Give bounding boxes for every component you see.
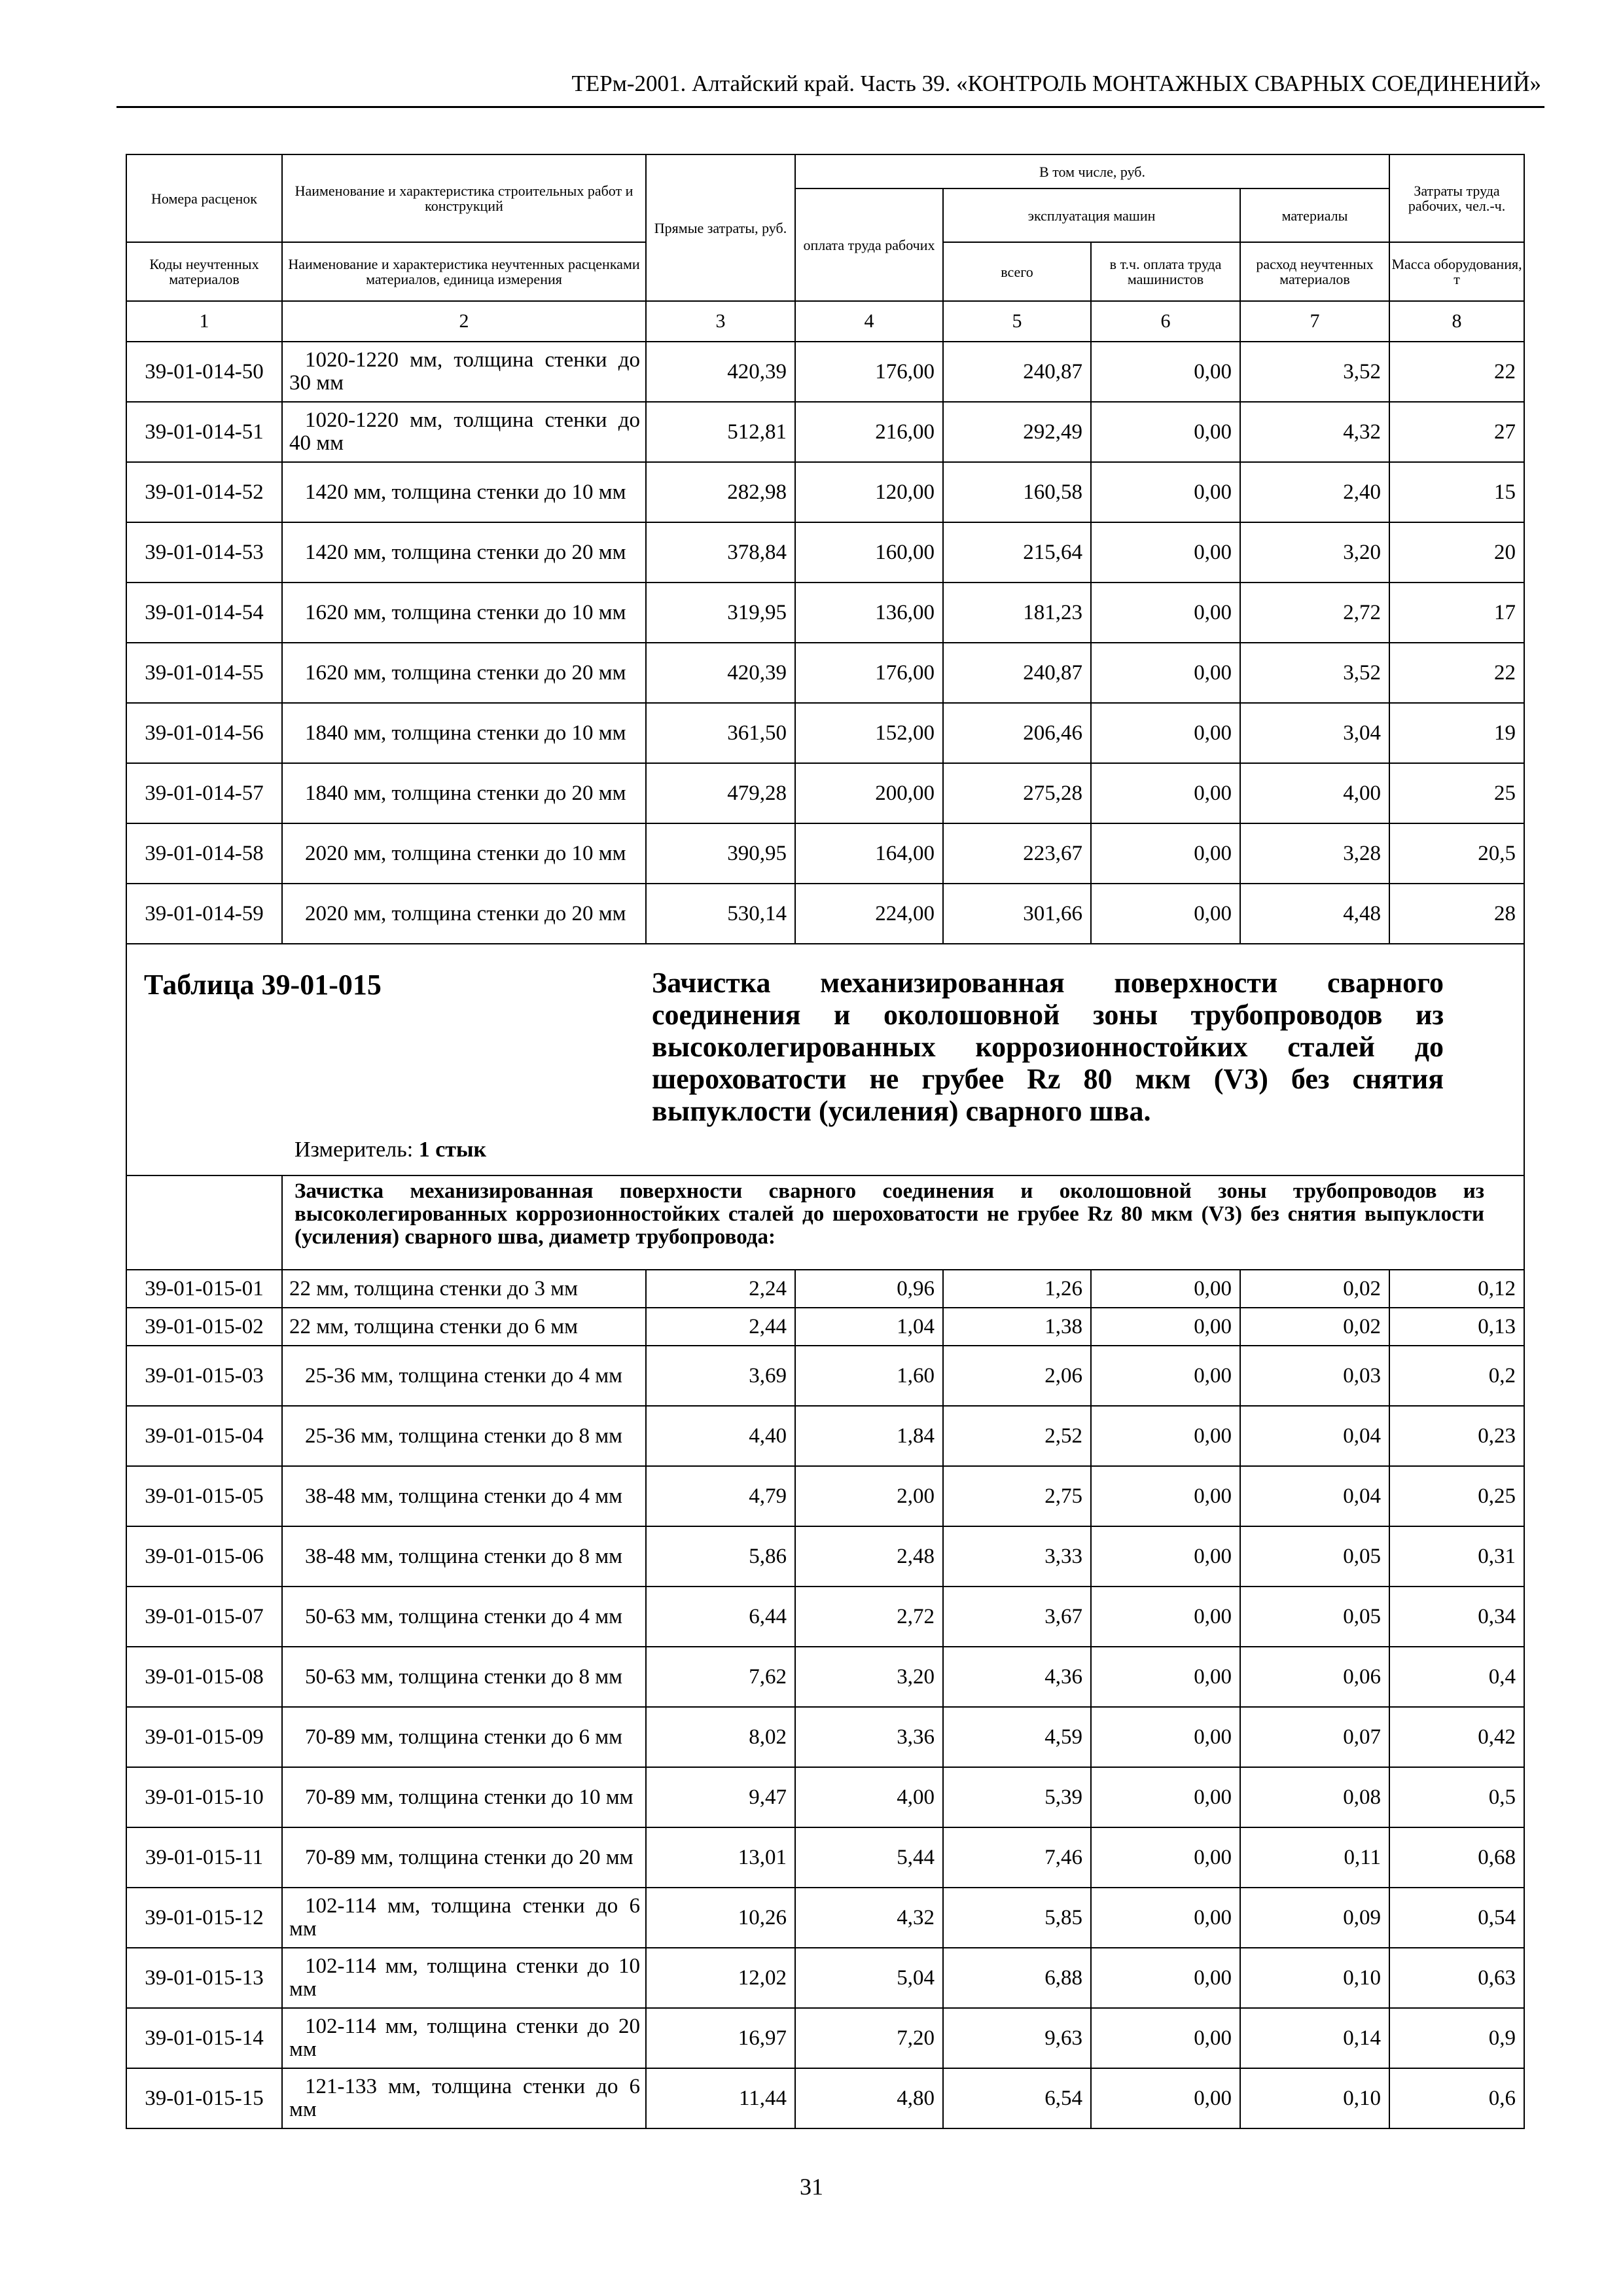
rate-code: 39-01-015-03	[126, 1346, 282, 1406]
work-description: 102-114 мм, толщина стенки до 20 мм	[282, 2008, 646, 2068]
materials-value: 0,11	[1240, 1827, 1389, 1888]
work-description: 22 мм, толщина стенки до 6 мм	[282, 1308, 646, 1346]
running-header: ТЕРм-2001. Алтайский край. Часть 39. «КОНТРОЛЬ МОНТАЖНЫХ СВАРНЫХ СОЕДИНЕНИЙ»	[571, 71, 1541, 96]
operators-pay-value: 0,00	[1091, 1346, 1240, 1406]
materials-value: 0,04	[1240, 1406, 1389, 1466]
work-description: 50-63 мм, толщина стенки до 4 мм	[282, 1587, 646, 1647]
machines-total-value: 3,67	[943, 1587, 1091, 1647]
rate-code: 39-01-015-11	[126, 1827, 282, 1888]
column-number: 8	[1389, 301, 1524, 342]
header-work-name: Наименование и характеристика строительных работ и конструкций	[282, 154, 646, 242]
rate-code: 39-01-014-54	[126, 583, 282, 643]
machines-total-value: 181,23	[943, 583, 1091, 643]
labor-pay-value: 136,00	[795, 583, 943, 643]
rate-code: 39-01-015-14	[126, 2008, 282, 2068]
unit-of-measure	[294, 1138, 486, 1162]
labor-costs-value: 20,5	[1389, 823, 1524, 884]
labor-costs-value: 0,25	[1389, 1466, 1524, 1526]
table-row	[126, 1647, 1524, 1707]
materials-value: 0,02	[1240, 1270, 1389, 1308]
rate-code: 39-01-014-52	[126, 462, 282, 522]
table-row	[126, 1827, 1524, 1888]
rate-code: 39-01-015-08	[126, 1647, 282, 1707]
materials-value: 3,28	[1240, 823, 1389, 884]
table-row	[126, 522, 1524, 583]
labor-costs-value: 25	[1389, 763, 1524, 823]
operators-pay-value: 0,00	[1091, 1888, 1240, 1948]
operators-pay-value: 0,00	[1091, 1270, 1240, 1308]
work-description: 70-89 мм, толщина стенки до 20 мм	[282, 1827, 646, 1888]
rate-code: 39-01-015-02	[126, 1308, 282, 1346]
table-row	[126, 884, 1524, 944]
labor-costs-value: 17	[1389, 583, 1524, 643]
table-row	[126, 1767, 1524, 1827]
table-row	[126, 583, 1524, 643]
labor-pay-value: 2,00	[795, 1466, 943, 1526]
labor-pay-value: 3,20	[795, 1647, 943, 1707]
work-description: 25-36 мм, толщина стенки до 8 мм	[282, 1406, 646, 1466]
header-labor-costs: Затраты труда рабочих, чел.-ч.	[1389, 154, 1524, 242]
rate-code: 39-01-015-13	[126, 1948, 282, 2008]
machines-total-value: 4,36	[943, 1647, 1091, 1707]
direct-costs-value: 282,98	[646, 462, 795, 522]
table-row	[126, 1270, 1524, 1308]
direct-costs-value: 378,84	[646, 522, 795, 583]
machines-total-value: 5,85	[943, 1888, 1091, 1948]
table-row	[126, 1948, 1524, 2008]
rate-code: 39-01-015-10	[126, 1767, 282, 1827]
rates-table	[126, 154, 1525, 2129]
work-description: 25-36 мм, толщина стенки до 4 мм	[282, 1346, 646, 1406]
rate-code: 39-01-015-12	[126, 1888, 282, 1948]
materials-value: 2,72	[1240, 583, 1389, 643]
labor-costs-value: 0,54	[1389, 1888, 1524, 1948]
labor-pay-value: 152,00	[795, 703, 943, 763]
machines-total-value: 5,39	[943, 1767, 1091, 1827]
header-rate-numbers: Номера расценок	[126, 154, 282, 242]
rate-code: 39-01-014-59	[126, 884, 282, 944]
materials-value: 0,03	[1240, 1346, 1389, 1406]
header-machines-total: всего	[943, 242, 1091, 301]
table-row	[126, 763, 1524, 823]
direct-costs-value: 12,02	[646, 1948, 795, 2008]
direct-costs-value: 479,28	[646, 763, 795, 823]
column-number: 5	[943, 301, 1091, 342]
materials-value: 0,02	[1240, 1308, 1389, 1346]
operators-pay-value: 0,00	[1091, 1466, 1240, 1526]
labor-costs-value: 15	[1389, 462, 1524, 522]
header-equipment-mass: Масса оборудования, т	[1389, 242, 1524, 301]
header-labor-pay: оплата труда рабочих	[795, 188, 943, 301]
table-title-block	[126, 944, 1524, 1175]
rate-code: 39-01-015-06	[126, 1526, 282, 1587]
materials-value: 0,07	[1240, 1707, 1389, 1767]
rate-code: 39-01-014-55	[126, 643, 282, 703]
header-material-usage: расход неучтенных материалов	[1240, 242, 1389, 301]
rate-code: 39-01-015-04	[126, 1406, 282, 1466]
direct-costs-value: 10,26	[646, 1888, 795, 1948]
operators-pay-value: 0,00	[1091, 703, 1240, 763]
machines-total-value: 4,59	[943, 1707, 1091, 1767]
labor-costs-value: 22	[1389, 342, 1524, 402]
machines-total-value: 1,38	[943, 1308, 1091, 1346]
labor-pay-value: 5,44	[795, 1827, 943, 1888]
direct-costs-value: 420,39	[646, 342, 795, 402]
section-heading: Зачистка механизированная поверхности сварного соединения и околошовной зоны трубопроводов из высоколегированных коррозионностойких сталей до шероховатости не грубее Rz 80 мкм (V3) без снятия выпуклости (усиления) сварного шва, диаметр трубопровода:	[282, 1175, 1524, 1270]
work-description: 38-48 мм, толщина стенки до 8 мм	[282, 1526, 646, 1587]
header-operators-pay: в т.ч. оплата труда машинистов	[1091, 242, 1240, 301]
labor-pay-value: 2,72	[795, 1587, 943, 1647]
labor-pay-value: 1,60	[795, 1346, 943, 1406]
table-row	[126, 703, 1524, 763]
labor-costs-value: 22	[1389, 643, 1524, 703]
operators-pay-value: 0,00	[1091, 522, 1240, 583]
machines-total-value: 160,58	[943, 462, 1091, 522]
materials-value: 0,06	[1240, 1647, 1389, 1707]
work-description: 38-48 мм, толщина стенки до 4 мм	[282, 1466, 646, 1526]
labor-costs-value: 0,23	[1389, 1406, 1524, 1466]
rate-code: 39-01-015-05	[126, 1466, 282, 1526]
operators-pay-value: 0,00	[1091, 1767, 1240, 1827]
direct-costs-value: 319,95	[646, 583, 795, 643]
machines-total-value: 2,75	[943, 1466, 1091, 1526]
work-description: 2020 мм, толщина стенки до 10 мм	[282, 823, 646, 884]
labor-pay-value: 120,00	[795, 462, 943, 522]
materials-value: 4,00	[1240, 763, 1389, 823]
table-row	[126, 1587, 1524, 1647]
labor-costs-value: 27	[1389, 402, 1524, 462]
labor-pay-value: 200,00	[795, 763, 943, 823]
operators-pay-value: 0,00	[1091, 583, 1240, 643]
machines-total-value: 206,46	[943, 703, 1091, 763]
labor-pay-value: 164,00	[795, 823, 943, 884]
column-number: 4	[795, 301, 943, 342]
direct-costs-value: 530,14	[646, 884, 795, 944]
materials-value: 0,09	[1240, 1888, 1389, 1948]
labor-costs-value: 0,13	[1389, 1308, 1524, 1346]
machines-total-value: 275,28	[943, 763, 1091, 823]
operators-pay-value: 0,00	[1091, 1587, 1240, 1647]
labor-pay-value: 7,20	[795, 2008, 943, 2068]
labor-pay-value: 1,04	[795, 1308, 943, 1346]
work-description: 102-114 мм, толщина стенки до 10 мм	[282, 1948, 646, 2008]
operators-pay-value: 0,00	[1091, 643, 1240, 703]
work-description: 1020-1220 мм, толщина стенки до 40 мм	[282, 402, 646, 462]
materials-value: 2,40	[1240, 462, 1389, 522]
table-014-rows	[126, 342, 1524, 944]
column-number: 1	[126, 301, 282, 342]
direct-costs-value: 13,01	[646, 1827, 795, 1888]
labor-pay-value: 3,36	[795, 1707, 943, 1767]
labor-pay-value: 216,00	[795, 402, 943, 462]
materials-value: 4,48	[1240, 884, 1389, 944]
column-number: 3	[646, 301, 795, 342]
rate-code: 39-01-014-58	[126, 823, 282, 884]
work-description: 70-89 мм, толщина стенки до 6 мм	[282, 1707, 646, 1767]
rate-code: 39-01-015-09	[126, 1707, 282, 1767]
rate-code: 39-01-014-51	[126, 402, 282, 462]
table-number: Таблица 39-01-015	[144, 969, 382, 1001]
section-code-cell	[126, 1175, 282, 1270]
rate-code: 39-01-014-50	[126, 342, 282, 402]
labor-costs-value: 0,12	[1389, 1270, 1524, 1308]
work-description: 2020 мм, толщина стенки до 20 мм	[282, 884, 646, 944]
operators-pay-value: 0,00	[1091, 1406, 1240, 1466]
labor-pay-value: 4,80	[795, 2068, 943, 2128]
machines-total-value: 292,49	[943, 402, 1091, 462]
table-row	[126, 823, 1524, 884]
header-divider	[116, 106, 1544, 108]
labor-costs-value: 0,2	[1389, 1346, 1524, 1406]
machines-total-value: 240,87	[943, 342, 1091, 402]
rate-code: 39-01-015-01	[126, 1270, 282, 1308]
machines-total-value: 240,87	[943, 643, 1091, 703]
column-number: 7	[1240, 301, 1389, 342]
labor-costs-value: 0,9	[1389, 2008, 1524, 2068]
unit-label: Измеритель:	[294, 1138, 414, 1162]
materials-value: 0,05	[1240, 1526, 1389, 1587]
unit-value: 1 стык	[418, 1138, 487, 1162]
machines-total-value: 301,66	[943, 884, 1091, 944]
work-description: 1620 мм, толщина стенки до 10 мм	[282, 583, 646, 643]
materials-value: 0,05	[1240, 1587, 1389, 1647]
direct-costs-value: 420,39	[646, 643, 795, 703]
machines-total-value: 223,67	[943, 823, 1091, 884]
labor-pay-value: 160,00	[795, 522, 943, 583]
operators-pay-value: 0,00	[1091, 763, 1240, 823]
labor-pay-value: 224,00	[795, 884, 943, 944]
header-machines: эксплуатация машин	[943, 188, 1240, 242]
labor-costs-value: 0,4	[1389, 1647, 1524, 1707]
rate-code: 39-01-014-56	[126, 703, 282, 763]
direct-costs-value: 4,40	[646, 1406, 795, 1466]
labor-costs-value: 0,31	[1389, 1526, 1524, 1587]
labor-costs-value: 0,68	[1389, 1827, 1524, 1888]
work-description: 1420 мм, толщина стенки до 10 мм	[282, 462, 646, 522]
direct-costs-value: 8,02	[646, 1707, 795, 1767]
table-row	[126, 1888, 1524, 1948]
machines-total-value: 6,88	[943, 1948, 1091, 2008]
header-including-group: В том числе, руб.	[795, 154, 1389, 188]
materials-value: 3,52	[1240, 643, 1389, 703]
table-row	[126, 2068, 1524, 2128]
machines-total-value: 1,26	[943, 1270, 1091, 1308]
operators-pay-value: 0,00	[1091, 1948, 1240, 2008]
labor-pay-value: 0,96	[795, 1270, 943, 1308]
operators-pay-value: 0,00	[1091, 2008, 1240, 2068]
machines-total-value: 215,64	[943, 522, 1091, 583]
rates-sheet	[126, 154, 1524, 2129]
direct-costs-value: 512,81	[646, 402, 795, 462]
materials-value: 4,32	[1240, 402, 1389, 462]
work-description: 102-114 мм, толщина стенки до 6 мм	[282, 1888, 646, 1948]
work-description: 1840 мм, толщина стенки до 10 мм	[282, 703, 646, 763]
operators-pay-value: 0,00	[1091, 1647, 1240, 1707]
header-material-names: Наименование и характеристика неучтенных расценками материалов, единица измерения	[282, 242, 646, 301]
operators-pay-value: 0,00	[1091, 1707, 1240, 1767]
labor-costs-value: 28	[1389, 884, 1524, 944]
labor-costs-value: 0,6	[1389, 2068, 1524, 2128]
table-row	[126, 462, 1524, 522]
work-description: 1620 мм, толщина стенки до 20 мм	[282, 643, 646, 703]
work-description: 70-89 мм, толщина стенки до 10 мм	[282, 1767, 646, 1827]
direct-costs-value: 2,24	[646, 1270, 795, 1308]
table-row	[126, 2008, 1524, 2068]
labor-costs-value: 0,42	[1389, 1707, 1524, 1767]
direct-costs-value: 4,79	[646, 1466, 795, 1526]
table-row	[126, 1346, 1524, 1406]
table-row	[126, 342, 1524, 402]
operators-pay-value: 0,00	[1091, 2068, 1240, 2128]
labor-costs-value: 0,63	[1389, 1948, 1524, 2008]
operators-pay-value: 0,00	[1091, 884, 1240, 944]
labor-pay-value: 176,00	[795, 643, 943, 703]
work-description: 1840 мм, толщина стенки до 20 мм	[282, 763, 646, 823]
labor-costs-value: 0,5	[1389, 1767, 1524, 1827]
header-material-codes: Коды неучтенных материалов	[126, 242, 282, 301]
table-row	[126, 402, 1524, 462]
work-description: 121-133 мм, толщина стенки до 6 мм	[282, 2068, 646, 2128]
work-description: 1420 мм, толщина стенки до 20 мм	[282, 522, 646, 583]
header-direct-costs: Прямые затраты, руб.	[646, 154, 795, 301]
machines-total-value: 3,33	[943, 1526, 1091, 1587]
direct-costs-value: 361,50	[646, 703, 795, 763]
work-description: 1020-1220 мм, толщина стенки до 30 мм	[282, 342, 646, 402]
table-row	[126, 643, 1524, 703]
rate-code: 39-01-014-57	[126, 763, 282, 823]
direct-costs-value: 11,44	[646, 2068, 795, 2128]
page-number: 31	[800, 2174, 823, 2200]
rate-code: 39-01-015-15	[126, 2068, 282, 2128]
column-number: 6	[1091, 301, 1240, 342]
direct-costs-value: 2,44	[646, 1308, 795, 1346]
operators-pay-value: 0,00	[1091, 462, 1240, 522]
materials-value: 3,52	[1240, 342, 1389, 402]
table-row	[126, 1308, 1524, 1346]
labor-pay-value: 1,84	[795, 1406, 943, 1466]
labor-pay-value: 176,00	[795, 342, 943, 402]
materials-value: 0,10	[1240, 2068, 1389, 2128]
machines-total-value: 7,46	[943, 1827, 1091, 1888]
table-title: Зачистка механизированная поверхности сварного соединения и околошовной зоны трубопроводов из высоколегированных коррозионностойких сталей до шероховатости не грубее Rz 80 мкм (V3) без снятия выпуклости (усиления) сварного шва.	[652, 967, 1444, 1127]
labor-pay-value: 5,04	[795, 1948, 943, 2008]
direct-costs-value: 16,97	[646, 2008, 795, 2068]
direct-costs-value: 3,69	[646, 1346, 795, 1406]
rate-code: 39-01-015-07	[126, 1587, 282, 1647]
materials-value: 0,10	[1240, 1948, 1389, 2008]
table-row	[126, 1466, 1524, 1526]
machines-total-value: 2,52	[943, 1406, 1091, 1466]
labor-costs-value: 19	[1389, 703, 1524, 763]
rate-code: 39-01-014-53	[126, 522, 282, 583]
column-number: 2	[282, 301, 646, 342]
operators-pay-value: 0,00	[1091, 1827, 1240, 1888]
work-description: 22 мм, толщина стенки до 3 мм	[282, 1270, 646, 1308]
labor-pay-value: 4,32	[795, 1888, 943, 1948]
labor-pay-value: 4,00	[795, 1767, 943, 1827]
operators-pay-value: 0,00	[1091, 1526, 1240, 1587]
materials-value: 0,08	[1240, 1767, 1389, 1827]
table-header	[126, 154, 1524, 342]
labor-pay-value: 2,48	[795, 1526, 943, 1587]
materials-value: 0,14	[1240, 2008, 1389, 2068]
header-materials: материалы	[1240, 188, 1389, 242]
operators-pay-value: 0,00	[1091, 823, 1240, 884]
direct-costs-value: 6,44	[646, 1587, 795, 1647]
table-row	[126, 1526, 1524, 1587]
table-015-rows	[126, 1270, 1524, 2128]
table-015-heading	[126, 944, 1524, 1270]
direct-costs-value: 5,86	[646, 1526, 795, 1587]
materials-value: 3,20	[1240, 522, 1389, 583]
operators-pay-value: 0,00	[1091, 1308, 1240, 1346]
table-row	[126, 1707, 1524, 1767]
machines-total-value: 2,06	[943, 1346, 1091, 1406]
operators-pay-value: 0,00	[1091, 342, 1240, 402]
table-row	[126, 1406, 1524, 1466]
direct-costs-value: 9,47	[646, 1767, 795, 1827]
machines-total-value: 6,54	[943, 2068, 1091, 2128]
materials-value: 0,04	[1240, 1466, 1389, 1526]
materials-value: 3,04	[1240, 703, 1389, 763]
labor-costs-value: 0,34	[1389, 1587, 1524, 1647]
operators-pay-value: 0,00	[1091, 402, 1240, 462]
direct-costs-value: 390,95	[646, 823, 795, 884]
machines-total-value: 9,63	[943, 2008, 1091, 2068]
labor-costs-value: 20	[1389, 522, 1524, 583]
work-description: 50-63 мм, толщина стенки до 8 мм	[282, 1647, 646, 1707]
direct-costs-value: 7,62	[646, 1647, 795, 1707]
